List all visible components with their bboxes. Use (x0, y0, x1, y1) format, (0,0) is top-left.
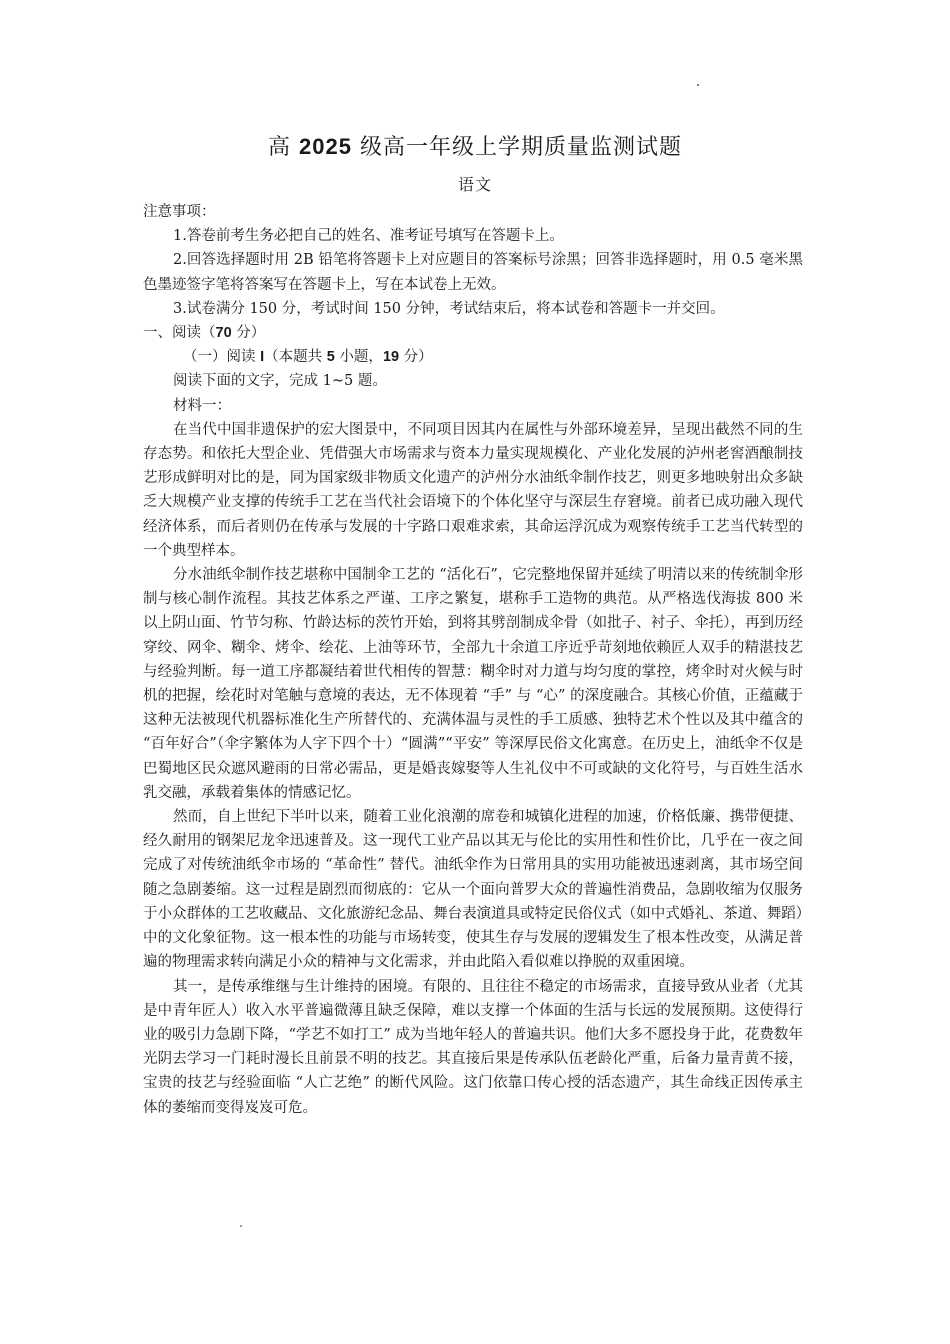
material-label: 材料一： (173, 397, 231, 414)
reading-instruction: 阅读下面的文字，完成 1~5 题。 (173, 373, 387, 390)
title-suffix: 级高一年级上学期质量监测试题 (359, 135, 682, 160)
note-item-3: 3.试卷满分 150 分，考试时间 150 分钟，考试结束后，将本试卷和答题卡一并交回。 (173, 300, 725, 317)
scan-dot (697, 84, 699, 86)
title-year: 2025 (299, 134, 352, 159)
title-prefix: 高 (268, 135, 292, 160)
subsection-heading: （一）阅读 I（本题共 5 小题，19 分） (183, 349, 433, 366)
paragraph: 其一，是传承维继与生计维持的困境。有限的、且往往不稳定的市场需求，直接导致从业者（尤其是中青年匠人）收入水平普遍微薄且缺乏保障，难以支撑一个体面的生活与长远的发展预期。这使得行业的吸引力急剧下降，“学艺不如打工” 成为当地年轻人的普遍共识。他们大多不愿投身于此，花费数年光阴去学习一门耗时漫长且前景不明的技艺。其直接后果是传承队伍老龄化严重，后备力量青黄不接，宝贵的技艺与经验面临 “人亡艺绝” 的断代风险。这门依靠口传心授的活态遗产，其生命线正因传承主体的萎缩而变得岌岌可危。 (143, 978, 803, 1116)
page-title (0, 130, 950, 161)
note-item-1: 1.答卷前考生务必把自己的姓名、准考证号填写在答题卡上。 (173, 228, 564, 245)
paragraph: 在当代中国非遗保护的宏大图景中，不同项目因其内在属性与外部环境差异，呈现出截然不同的生存态势。和依托大型企业、凭借强大市场需求与资本力量实现规模化、产业化发展的泸州老窖酒酿制技艺形成鲜明对比的是，同为国家级非物质文化遗产的泸州分水油纸伞制作技艺，则更多地映射出众多缺乏大规模产业支撑的传统手工艺在当代社会语境下的个体化坚守与深层生存窘境。前者已成功融入现代经济体系，而后者则仍在传承与发展的十字路口艰难求索，其命运浮沉成为观察传统手工艺当代转型的一个典型样本。 (143, 421, 803, 559)
paragraph: 分水油纸伞制作技艺堪称中国制伞工艺的 “活化石”，它完整地保留并延续了明清以来的传统制伞形制与核心制作流程。其技艺体系之严谨、工序之繁复，堪称手工造物的典范。从严格选伐海拔 800 米以上阴山面、竹节匀称、竹龄达标的茨竹开始，到将其劈剖制成伞骨（如批子、衬子、伞托），再到历经穿绞、网伞、糊伞、烤伞、绘花、上油等环节，全部九十余道工序近乎苛刻地依赖匠人双手的精湛技艺与经验判断。每一道工序都凝结着世代相传的智慧：糊伞时对力道与均匀度的掌控，烤伞时对火候与时机的把握，绘花时对笔触与意境的表达，无不体现着 “手” 与 “心” 的深度融合。其核心价值，正蕴藏于这种无法被现代机器标准化生产所替代的、充满体温与灵性的手工质感、独特艺术个性以及其中蕴含的 “百年好合”（伞字繁体为人字下四个十）“圆满”“平安” 等深厚民俗文化寓意。在历史上，油纸伞不仅是巴蜀地区民众遮风避雨的日常必需品，更是婚丧嫁娶等人生礼仪中不可或缺的文化符号，与百姓生活水乳交融，承载着集体的情感记忆。 (143, 567, 803, 801)
exam-content (143, 200, 803, 1120)
section-heading: 一、阅读（70 分） (143, 325, 266, 342)
note-item-2: 2.回答选择题时用 2B 铅笔将答题卡上对应题目的答案标号涂黑；回答非选择题时，用 0.5 毫米黑色墨迹签字笔将答案写在答题卡上，写在本试卷上无效。 (143, 252, 803, 293)
notes-heading: 注意事项： (143, 204, 216, 220)
paragraph: 然而，自上世纪下半叶以来，随着工业化浪潮的席卷和城镇化进程的加速，价格低廉、携带便捷、经久耐用的钢架尼龙伞迅速普及。这一现代工业产品以其无与伦比的实用性和性价比，几乎在一夜之间完成了对传统油纸伞市场的 “革命性” 替代。油纸伞作为日常用具的实用功能被迅速剥离，其市场空间随之急剧萎缩。这一过程是剧烈而彻底的：它从一个面向普罗大众的普遍性消费品，急剧收缩为仅服务于小众群体的工艺收藏品、文化旅游纪念品、舞台表演道具或特定民俗仪式（如中式婚礼、茶道、舞蹈）中的文化象征物。这一根本性的功能与市场转变，使其生存与发展的逻辑发生了根本性改变，从满足普遍的物理需求转向满足小众的精神与文化需求，并由此陷入看似难以挣脱的双重困境。 (143, 809, 803, 971)
subject-label: 语文 (457, 175, 492, 194)
scan-dot (240, 1225, 242, 1227)
